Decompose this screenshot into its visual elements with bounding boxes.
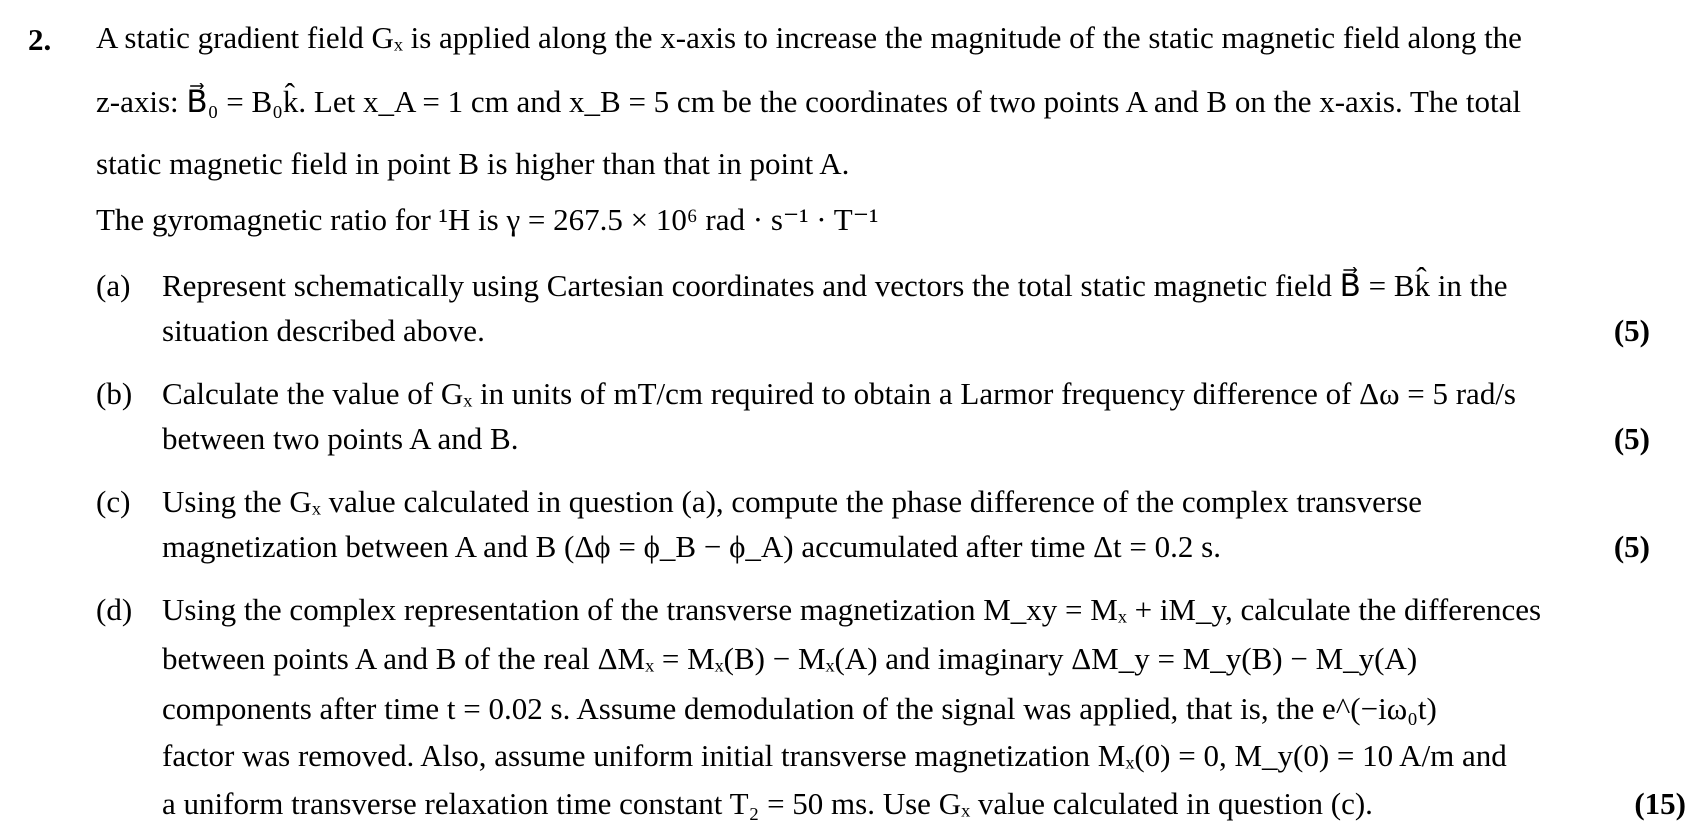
part-c-marks: (5)	[1613, 529, 1650, 564]
part-a-label: (a)	[96, 268, 131, 303]
intro-line-3: static magnetic field in point B is higher than that in point A.	[96, 146, 850, 181]
part-a-marks: (5)	[1613, 313, 1650, 348]
part-d-line-2: between points A and B of the real ΔMₓ = Mₓ(B) − Mₓ(A) and imaginary ΔM_y = M_y(B) − M_y(A)	[162, 641, 1418, 676]
part-c-line-1: Using the Gₓ value calculated in question (a), compute the phase difference of the complex transverse	[162, 484, 1423, 519]
intro-line-2: z-axis: B⃗₀ = B₀k̂. Let x_A = 1 cm and x_B = 5 cm be the coordinates of two points A and B on the x-axis. The total	[96, 84, 1521, 119]
part-b-line-1: Calculate the value of Gₓ in units of mT/cm required to obtain a Larmor frequency difference of Δω = 5 rad/s	[162, 376, 1516, 411]
part-b-line-2: between two points A and B.	[162, 421, 519, 456]
part-c-line-2: magnetization between A and B (Δϕ = ϕ_B − ϕ_A) accumulated after time Δt = 0.2 s.	[162, 529, 1221, 564]
intro-line-1: A static gradient field Gₓ is applied along the x-axis to increase the magnitude of the static magnetic field along the	[96, 20, 1522, 55]
part-a-line-2: situation described above.	[162, 313, 485, 348]
part-d-marks: (15)	[1634, 786, 1686, 821]
part-b-label: (b)	[96, 376, 133, 411]
part-b-marks: (5)	[1613, 421, 1650, 456]
part-d-line-5: a uniform transverse relaxation time constant T₂ = 50 ms. Use Gₓ value calculated in question (c).	[162, 786, 1373, 821]
part-d-line-1: Using the complex representation of the transverse magnetization M_xy = Mₓ + iM_y, calculate the differences	[162, 592, 1542, 627]
part-d-line-3: components after time t = 0.02 s. Assume demodulation of the signal was applied, that is, the e^(−iω₀t)	[162, 691, 1437, 726]
question-number: 2.	[28, 22, 52, 57]
part-d-line-4: factor was removed. Also, assume uniform initial transverse magnetization Mₓ(0) = 0, M_y(0) = 10 A/m and	[162, 738, 1507, 773]
part-c-label: (c)	[96, 484, 131, 519]
part-a-line-1: Represent schematically using Cartesian coordinates and vectors the total static magnetic field B⃗ = Bk̂ in the	[162, 268, 1508, 303]
intro-line-4: The gyromagnetic ratio for ¹H is γ = 267.5 × 10⁶ rad · s⁻¹ · T⁻¹	[96, 202, 879, 237]
part-d-label: (d)	[96, 592, 133, 627]
